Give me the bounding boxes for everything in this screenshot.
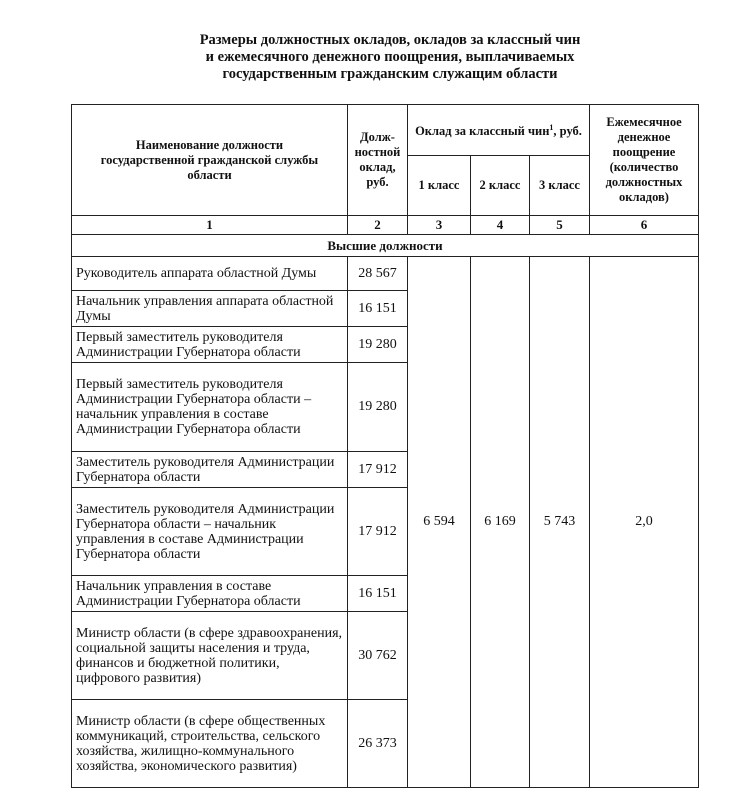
- footnote-marker: 1: [549, 123, 554, 133]
- position-name: Министр области (в сфере здравоохранения, социальной защиты населения и труда, финансов и бюджетной политики, цифрового развития): [72, 612, 348, 700]
- position-name: Министр области (в сфере общественных коммуникаций, строительства, сельского хозяйства, жилищно-коммунального хозяйства, экономического развития): [72, 700, 348, 788]
- position-name: Заместитель руководителя Администрации Губернатора области: [72, 452, 348, 488]
- header-class-rank-salary: [408, 105, 590, 156]
- position-name: Первый заместитель руководителя Администрации Губернатора области: [72, 327, 348, 363]
- official-salary-value: 17 912: [348, 488, 408, 576]
- header-monthly-bonus: Ежемесячное денежное поощрение (количество должностных окладов): [590, 105, 699, 216]
- official-salary-value: 19 280: [348, 327, 408, 363]
- column-number-5: 5: [530, 216, 590, 235]
- header-class-rank-label: Оклад за классный чин: [415, 124, 550, 139]
- class-2-salary-value: 6 169: [471, 257, 530, 788]
- column-number-4: 4: [471, 216, 530, 235]
- official-salary-value: 30 762: [348, 612, 408, 700]
- column-number-1: 1: [72, 216, 348, 235]
- official-salary-value: 19 280: [348, 363, 408, 452]
- class-3-salary-value: 5 743: [530, 257, 590, 788]
- column-number-6: 6: [590, 216, 699, 235]
- position-name: Начальник управления в составе Администрации Губернатора области: [72, 576, 348, 612]
- section-heading: Высшие должности: [72, 235, 699, 257]
- salary-table: [71, 104, 699, 788]
- header-class-rank-unit: , руб.: [553, 124, 582, 139]
- position-name: Первый заместитель руководителя Администрации Губернатора области – начальник управления в составе Администрации Губернатора области: [72, 363, 348, 452]
- column-number-3: 3: [408, 216, 471, 235]
- header-class-3: 3 класс: [530, 156, 590, 216]
- class-1-salary-value: 6 594: [408, 257, 471, 788]
- title-line-1: Размеры должностных окладов, окладов за классный чин: [199, 32, 581, 48]
- official-salary-value: 17 912: [348, 452, 408, 488]
- official-salary-value: 16 151: [348, 291, 408, 327]
- official-salary-value: 16 151: [348, 576, 408, 612]
- monthly-bonus-value: 2,0: [590, 257, 699, 788]
- official-salary-value: 28 567: [348, 257, 408, 291]
- position-name: Руководитель аппарата областной Думы: [72, 257, 348, 291]
- position-name: Начальник управления аппарата областной Думы: [72, 291, 348, 327]
- header-class-2: 2 класс: [471, 156, 530, 216]
- header-class-1: 1 класс: [408, 156, 471, 216]
- header-position-name: Наименование должности государственной гражданской службы области: [72, 105, 348, 216]
- official-salary-value: 26 373: [348, 700, 408, 788]
- title-line-2: и ежемесячного денежного поощрения, выплачиваемых: [205, 49, 575, 65]
- document-title: [90, 32, 690, 83]
- position-name: Заместитель руководителя Администрации Губернатора области – начальник управления в составе Администрации Губернатора области: [72, 488, 348, 576]
- column-number-2: 2: [348, 216, 408, 235]
- title-line-3: государственным гражданским служащим области: [222, 66, 558, 82]
- header-official-salary: Долж-ностной оклад, руб.: [348, 105, 408, 216]
